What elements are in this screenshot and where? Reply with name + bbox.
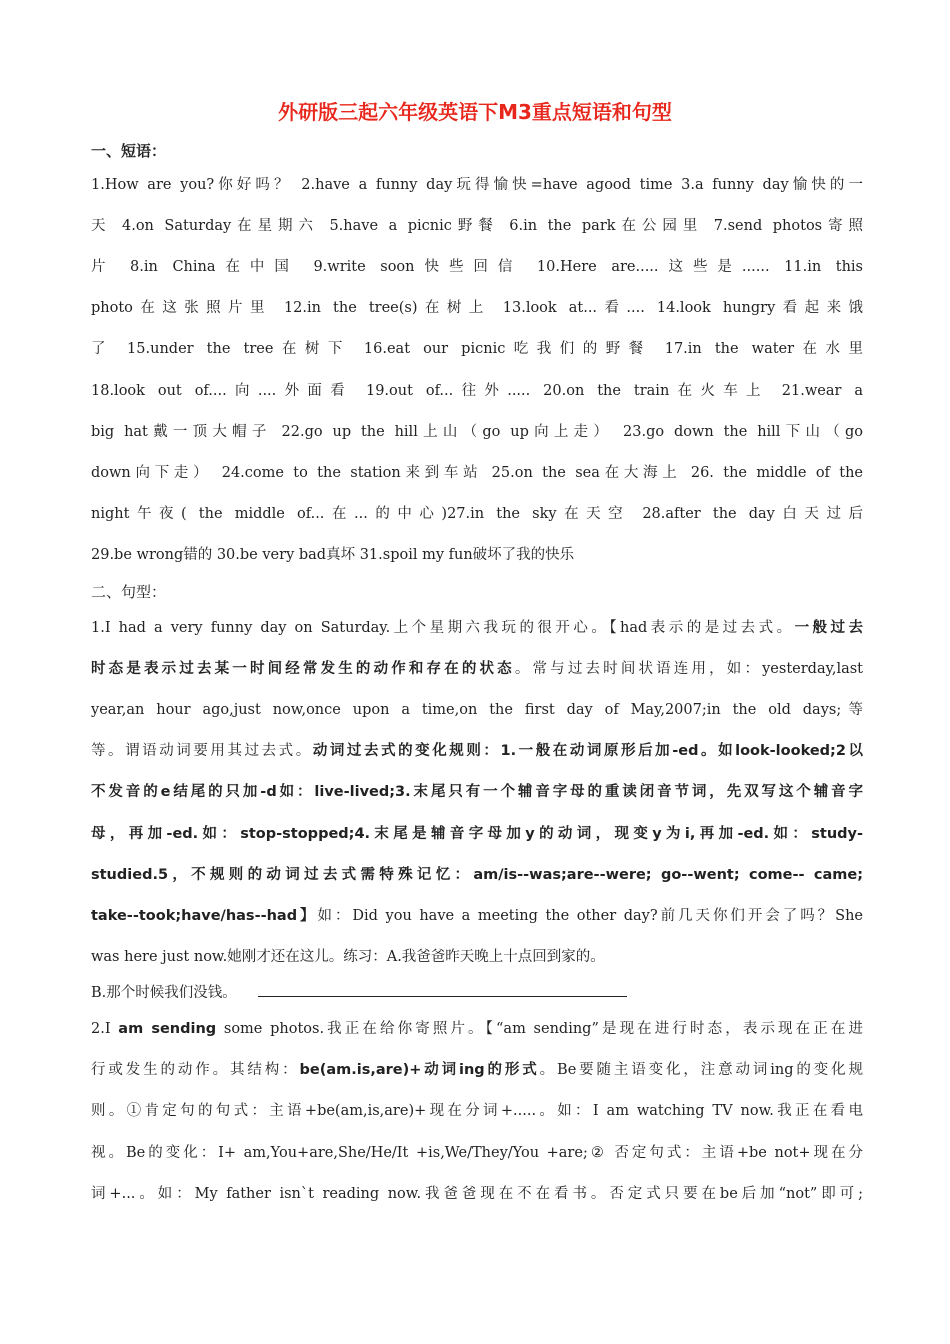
sentence-line: 2.I am sending some photos.我正在给你寄照片。【“am sending”是现在进行时态，表示现在正在进	[91, 1021, 863, 1037]
phrase-line: 片 8.in China在中国 9.write soon快些回信 10.Here are.....这些是...... 11.in this	[91, 259, 863, 275]
sentence-line: 等。谓语动词要用其过去式。动词过去式的变化规则：1.一般在动词原形后加-ed。如look-looked;2以	[91, 743, 863, 759]
phrase-line: night午夜( the middle of...在...的中心)27.in the sky在天空 28.after the day白天过后	[91, 506, 863, 522]
sentence-line: 行或发生的动作。其结构：be(am.is,are)+动词ing的形式。Be要随主语变化，注意动词ing的变化规	[91, 1062, 864, 1078]
phrase-line: big hat戴一顶大帽子 22.go up the hill上山（go up向上走） 23.go down the hill下山（go	[91, 424, 863, 440]
sentence-line: 不发音的e结尾的只加-d如：live-lived;3.末尾只有一个辅音字母的重读闭音节词，先双写这个辅音字	[91, 784, 863, 800]
sentence-line: 词+...。如：My father isn`t reading now.我爸爸现在不在看书。否定式只要在be后加“not”即可;	[91, 1186, 863, 1202]
sentence-line: 视。Be的变化：I+ am,You+are,She/He/It +is,We/They/You +are;② 否定句式：主语+be not+现在分	[91, 1145, 863, 1161]
document-title: 外研版三起六年级英语下M3重点短语和句型	[278, 100, 672, 124]
sentence-line: was here just now.她刚才还在这儿。练习：A.我爸爸昨天晚上十点回到家的。	[91, 949, 605, 965]
section-heading-sentences: 二、句型：	[91, 583, 167, 601]
sentence-line: take--took;have/has--had】如：Did you have a meeting the other day?前几天你们开会了吗？She	[91, 908, 863, 924]
sentence-line: 1.I had a very funny day on Saturday.上个星期六我玩的很开心。【had表示的是过去式。一般过去	[91, 620, 863, 636]
phrase-line: photo在这张照片里 12.in the tree(s)在树上 13.look at...看.... 14.look hungry看起来饿	[91, 300, 863, 316]
phrase-line: 29.be wrong错的 30.be very bad真坏 31.spoil my fun破坏了我的快乐	[91, 547, 575, 563]
sentence-line: 则。①肯定句的句式：主语+be(am,is,are)+现在分词+.....。如：I am watching TV now.我正在看电	[91, 1103, 863, 1119]
sentence-line: studied.5，不规则的动词过去式需特殊记忆：am/is--was;are--were; go--went; come-- came;	[91, 867, 863, 883]
exercise-line: B.那个时候我们没钱。	[91, 985, 237, 1001]
phrase-line: down向下走） 24.come to the station来到车站 25.on the sea在大海上 26. the middle of the	[91, 465, 863, 481]
phrase-line: 1.How are you?你好吗？ 2.have a funny day玩得愉快=have agood time 3.a funny day愉快的一	[91, 177, 863, 193]
phrase-line: 天 4.on Saturday在星期六 5.have a picnic野餐 6.in the park在公园里 7.send photos寄照	[91, 218, 863, 234]
section-heading-phrases: 一、短语：	[91, 142, 167, 160]
sentence-line: 母，再加-ed.如：stop-stopped;4.末尾是辅音字母加y的动词，现变y为i,再加-ed.如：study-	[91, 826, 863, 842]
phrase-line: 18.look out of....向....外面看 19.out of...往外..... 20.on the train在火车上 21.wear a	[91, 383, 863, 399]
answer-blank[interactable]	[258, 996, 627, 997]
sentence-line: 时态是表示过去某一时间经常发生的动作和存在的状态。常与过去时间状语连用，如：yesterday,last	[91, 661, 864, 677]
sentence-line: year,an hour ago,just now,once upon a time,on the first day of May,2007;in the old days;等	[91, 702, 863, 718]
phrase-line: 了 15.under the tree在树下 16.eat our picnic吃我们的野餐 17.in the water在水里	[91, 341, 863, 357]
